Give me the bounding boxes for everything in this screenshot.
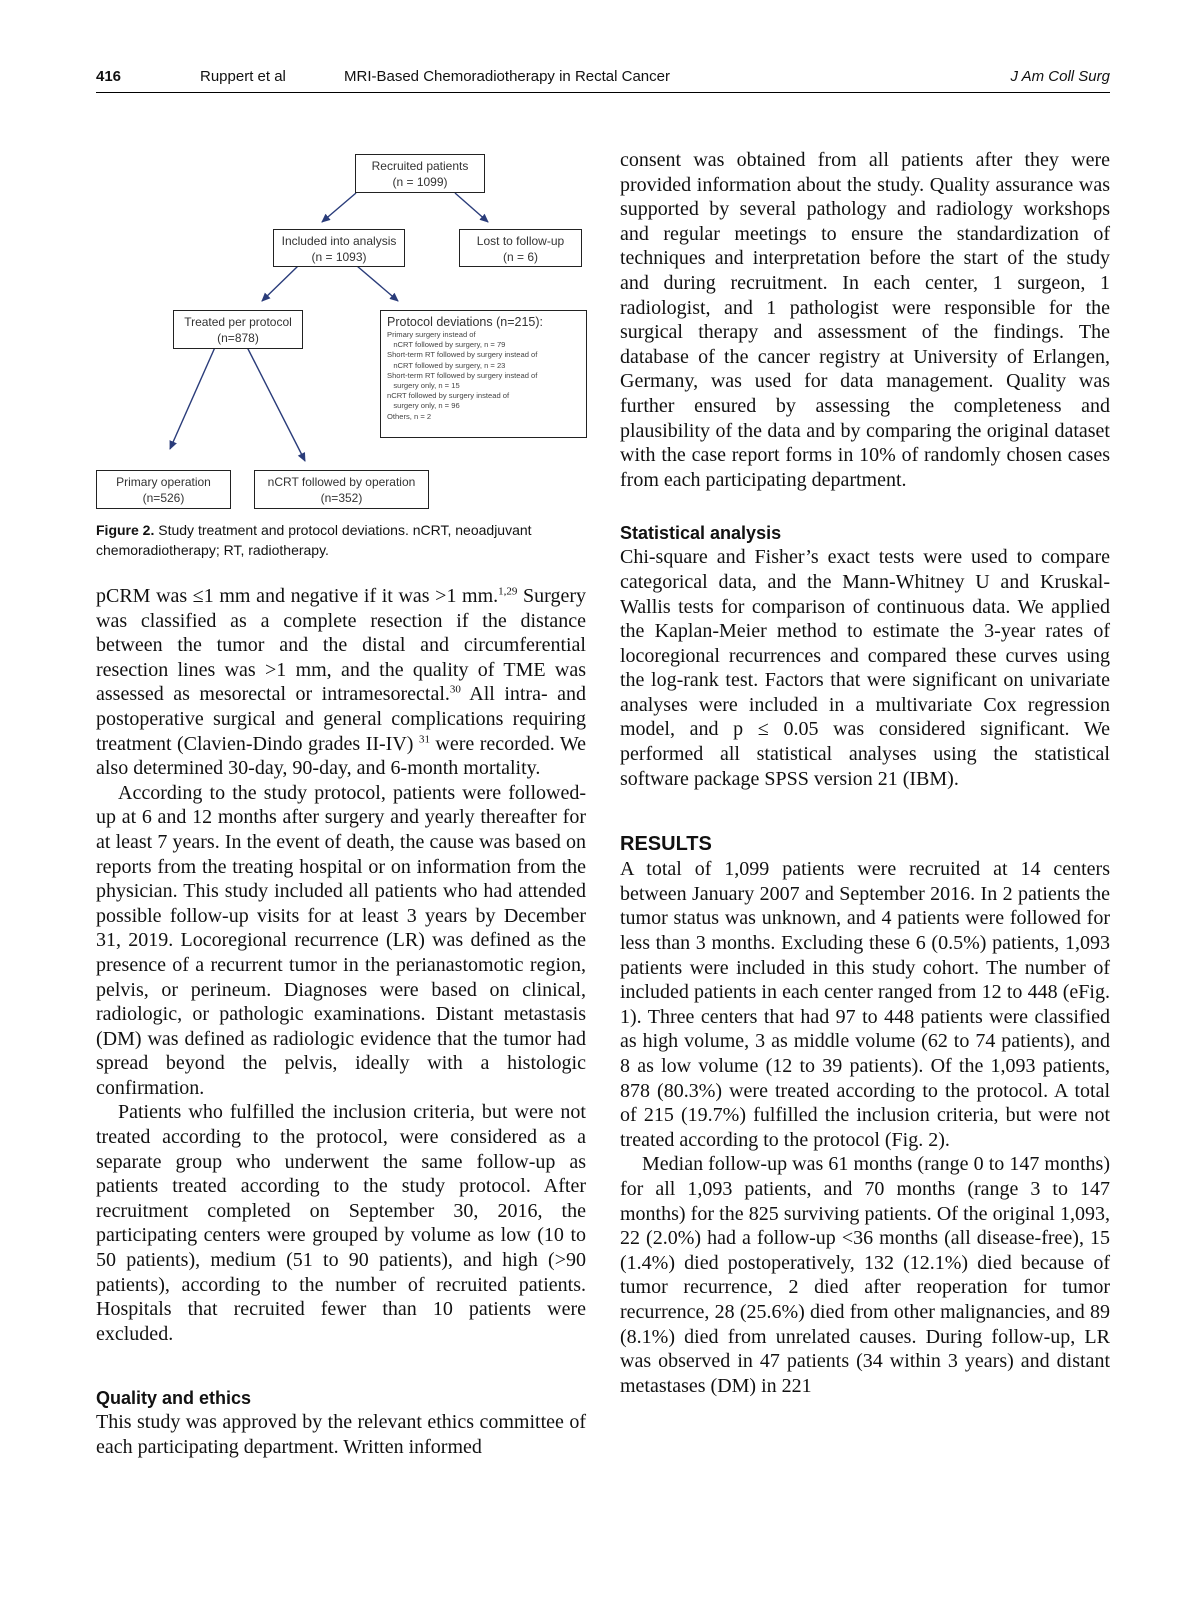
primary-operation-box [96, 470, 231, 509]
primary-operation-count: (n=526) [142, 491, 185, 505]
text-run: pCRM was ≤1 mm and negative if it was >1 mm. [96, 585, 499, 607]
recruited-box [355, 154, 485, 193]
paragraph: Patients who fulfilled the inclusion criteria, but were not treated according to the protocol, were considered as a separate group who underwent the same follow-up as patients treated according to the study protocol. After recruitment completed on September 30, 2016, the participating centers were grouped by volume as low (10 to 50 patients), medium (51 to 90 patients), and high (>90 patients), according to the number of recruited patients. Hospitals that recruited fewer than 10 patients were excluded. [96, 1101, 586, 1345]
citation: 1,29 [498, 585, 518, 598]
caption-text: Study treatment and protocol deviations. nCRT, neoadjuvant chemoradiotherapy; RT, radiotherapy. [96, 522, 532, 558]
paragraph [96, 584, 586, 781]
caption-label: Figure 2. [96, 522, 155, 538]
deviation-item: nCRT followed by surgery instead of [387, 391, 510, 401]
lost-label: Lost to follow-up [476, 234, 565, 248]
treated-label: Treated per protocol [184, 315, 292, 329]
paragraph: According to the study protocol, patients were followed-up at 6 and 12 months after surgery and yearly thereafter for at least 7 years. In the event of death, the cause was based on reports from the treating hospital or on information from the physician. This study included all patients who had attended possible follow-up visits for at least 3 years by December 31, 2019. Locoregional recurrence (LR) was defined as the presence of a recurrent tumor in the perianastomotic region, pelvis, or perineum. Diagnoses were based on clinical, radiologic, or pathologic examinations. Distant metastasis (DM) was defined as radiologic evidence that the tumor had spread beyond the pelvis, ideally with a histologic confirmation. [96, 781, 586, 1099]
citation: 30 [449, 683, 461, 696]
ncrt-operation-label: nCRT followed by operation [267, 475, 416, 489]
citation: 31 [418, 732, 430, 745]
paragraph: This study was approved by the relevant ethics committee of each participating department. Written informed [96, 1411, 586, 1458]
arrow-included-to-treated [262, 266, 298, 301]
included-count: (n = 1093) [311, 250, 367, 264]
lost-count: (n = 6) [502, 250, 538, 264]
journal-name: J Am Coll Surg [1010, 68, 1110, 85]
deviation-item: nCRT followed by surgery, n = 79 [387, 340, 506, 350]
left-column [96, 584, 586, 1460]
text-run: were recorded. We also determined 30-day, 90-day, and 6-month mortality. [96, 732, 586, 780]
paragraph: A total of 1,099 patients were recruited at 14 centers between January 2007 and September 2016. In 2 patients the tumor status was unknown, and 4 patients were followed for less than 3 months. Excluding these 6 (0.5%) patients, 1,093 patients were included in this study cohort. The number of included patients in each center ranged from 12 to 448 (eFig. 1). Three centers that had 97 to 448 patients were classified as high volume, 3 as middle volume (62 to 74 patients), and 8 as low volume (12 to 39 patients). Of the 1,093 patients, 878 (80.3%) were treated according to the protocol. A total of 215 (19.7%) fulfilled the inclusion criteria, but were not treated according to the protocol (Fig. 2). [620, 858, 1110, 1151]
deviation-item: Short-term RT followed by surgery instead of [387, 350, 538, 360]
ncrt-operation-count: (n=352) [320, 491, 363, 505]
deviations-title: Protocol deviations (n=215): [387, 315, 543, 329]
section-heading: Statistical analysis [620, 523, 782, 544]
treated-count: (n=878) [217, 331, 259, 345]
text-run: All intra- and postoperative surgical and general complications requiring treatment (Clavien-Dindo grades II-IV) [96, 683, 586, 755]
section-heading: Quality and ethics [96, 1388, 252, 1409]
section-heading: RESULTS [620, 833, 712, 856]
included-label: Included into analysis [281, 234, 397, 248]
running-authors: Ruppert et al [200, 68, 286, 85]
arrow-recruited-to-included [322, 193, 356, 222]
deviation-item: nCRT followed by surgery, n = 23 [387, 360, 506, 370]
arrow-treated-to-primary [170, 345, 216, 449]
text-run: Surgery was classified as a complete resection if the distance between the tumor and the distal and circumferential resection lines was >1 mm, and the quality of TME was assessed as mesorectal or intramesorectal. [96, 585, 586, 706]
arrow-treated-to-ncrt [246, 345, 305, 461]
included-box [273, 229, 405, 267]
paragraph: consent was obtained from all patients after they were provided information about the study. Quality assurance was supported by several pathology and radiology workshops and regular meetings to ensure the standardization of techniques and interpretation before the start of the study and during recruitment. In each center, 1 surgeon, 1 radiologist, and 1 pathologist were responsible for the surgical therapy and assessment of the findings. The database of the cancer registry at University of Erlangen, Germany, was used for data management. Quality was further ensured by assessing the completeness and plausibility of the data and by comparing the original dataset with the case report forms in 10% of randomly chosen cases from each participating department. [620, 149, 1110, 491]
deviations-box [380, 310, 587, 438]
deviation-item: Short-term RT followed by surgery instead of [387, 370, 538, 380]
arrow-included-to-deviations [357, 266, 398, 301]
treated-box [173, 310, 303, 349]
paragraph: Chi-square and Fisher’s exact tests were used to compare categorical data, and the Mann-Whitney U and Kruskal-Wallis tests for comparison of continuous data. We applied the Kaplan-Meier method to estimate the 3-year rates of locoregional recurrences and compared these curves using the log-rank test. Factors that were significant on univariate analyses were included in a multivariate Cox regression model, and p ≤ 0.05 was considered significant. We performed all statistical analyses using the statistical software package SPSS version 21 (IBM). [620, 546, 1110, 790]
lost-box [459, 229, 582, 267]
deviation-item: surgery only, n = 96 [387, 401, 460, 411]
paragraph: Median follow-up was 61 months (range 0 to 147 months) for all 1,093 patients, and 70 months (range 3 to 147 months) for the 825 surviving patients. Of the original 1,093, 22 (2.0%) had a follow-up <36 months (all disease-free), 15 (1.4%) died postoperatively, 132 (12.1%) died because of tumor recurrence, 2 died after reoperation for tumor recurrence, 28 (25.6%) died from other malignancies, and 89 (8.1%) died from unrelated causes. During follow-up, LR was observed in 47 patients (34 within 3 years) and distant metastases (DM) in 221 [620, 1153, 1110, 1397]
ncrt-operation-box [254, 470, 429, 509]
recruited-label: Recruited patients [371, 159, 469, 173]
right-column [620, 148, 1110, 1398]
deviation-item: surgery only, n = 15 [387, 381, 460, 391]
arrow-recruited-to-lost [455, 193, 488, 222]
deviation-item: Primary surgery instead of [387, 330, 476, 339]
page-number: 416 [96, 68, 122, 85]
primary-operation-label: Primary operation [116, 475, 211, 489]
figure-caption [96, 520, 586, 560]
running-title: MRI-Based Chemoradiotherapy in Rectal Cancer [344, 68, 670, 85]
recruited-count: (n = 1099) [392, 175, 448, 189]
deviation-item: Others, n = 2 [387, 411, 432, 421]
